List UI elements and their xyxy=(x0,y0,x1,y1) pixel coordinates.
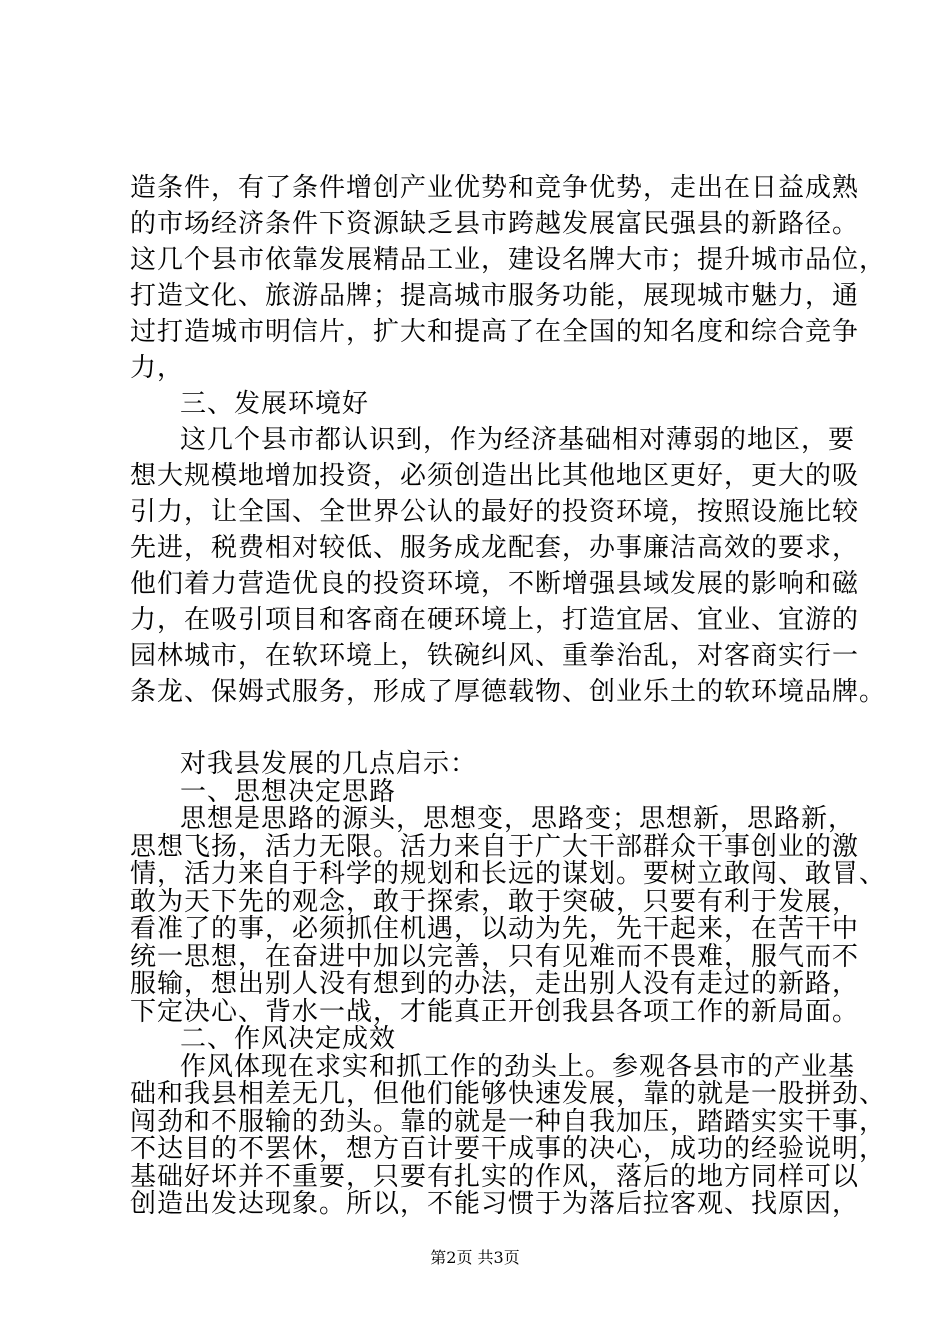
page-footer: 第2页 共3页 xyxy=(430,1248,520,1267)
text-line: 过打造城市明信片，扩大和提高了在全国的知名度和综合竞争 xyxy=(130,317,860,347)
text-line: 不达目的不罢休，想方百计要干成事的决心，成功的经验说明， xyxy=(130,1134,887,1164)
section-heading: 一、思想决定思路 xyxy=(180,777,397,807)
text-line: 的市场经济条件下资源缺乏县市跨越发展富民强县的新路径。 xyxy=(130,209,860,239)
text-line: 闯劲和不服输的劲头。靠的就是一种自我加压，踏踏实实干事， xyxy=(130,1107,887,1137)
text-line: 看准了的事，必须抓住机遇，以动为先，先干起来，在苦干中 xyxy=(130,914,860,944)
text-line: 统一思想，在奋进中加以完善，只有见难而不畏难，服气而不 xyxy=(130,942,860,972)
text-line: 作风体现在求实和抓工作的劲头上。参观各县市的产业基 xyxy=(180,1052,856,1082)
text-line: 园林城市，在软环境上，铁碗纠风、重拳治乱，对客商实行一 xyxy=(130,641,860,671)
text-line: 敢为天下先的观念，敢于探索，敢于突破，只要有利于发展， xyxy=(130,887,860,917)
text-line: 情，活力来自于科学的规划和长远的谋划。要树立敢闯、敢冒、 xyxy=(130,859,887,889)
text-line: 这几个县市都认识到，作为经济基础相对薄弱的地区，要 xyxy=(180,425,856,455)
text-line: 服输，想出别人没有想到的办法，走出别人没有走过的新路， xyxy=(130,969,860,999)
text-line: 引力，让全国、全世界公认的最好的投资环境，按照设施比较 xyxy=(130,497,860,527)
text-line: 打造文化、旅游品牌；提高城市服务功能，展现城市魅力，通 xyxy=(130,281,860,311)
text-line: 先进，税费相对较低、服务成龙配套，办事廉洁高效的要求， xyxy=(130,533,860,563)
text-line: 思想是思路的源头，思想变，思路变；思想新，思路新， xyxy=(180,804,856,834)
text-line: 力， xyxy=(130,353,185,383)
text-line: 造条件，有了条件增创产业优势和竞争优势，走出在日益成熟 xyxy=(130,173,860,203)
text-line: 思想飞扬，活力无限。活力来自于广大干部群众干事创业的激 xyxy=(130,832,860,862)
text-line: 他们着力营造优良的投资环境，不断增强县域发展的影响和磁 xyxy=(130,569,860,599)
text-line: 下定决心、背水一战，才能真正开创我县各项工作的新局面。 xyxy=(130,997,860,1027)
text-line: 想大规模地增加投资，必须创造出比其他地区更好，更大的吸 xyxy=(130,461,860,491)
text-line: 条龙、保姆式服务，形成了厚德载物、创业乐土的软环境品牌。 xyxy=(130,677,887,707)
text-line: 础和我县相差无几，但他们能够快速发展，靠的就是一股拼劲、 xyxy=(130,1079,887,1109)
text-line: 力，在吸引项目和客商在硬环境上，打造宜居、宜业、宜游的 xyxy=(130,605,860,635)
text-line: 基础好坏并不重要，只要有扎实的作风，落后的地方同样可以 xyxy=(130,1162,860,1192)
text-line: 创造出发达现象。所以，不能习惯于为落后拉客观、找原因， xyxy=(130,1189,860,1219)
section-heading: 对我县发展的几点启示： xyxy=(180,749,478,779)
section-heading: 二、作风决定成效 xyxy=(180,1024,397,1054)
text-line: 这几个县市依靠发展精品工业，建设名牌大市；提升城市品位， xyxy=(130,245,887,275)
section-heading: 三、发展环境好 xyxy=(180,389,370,419)
